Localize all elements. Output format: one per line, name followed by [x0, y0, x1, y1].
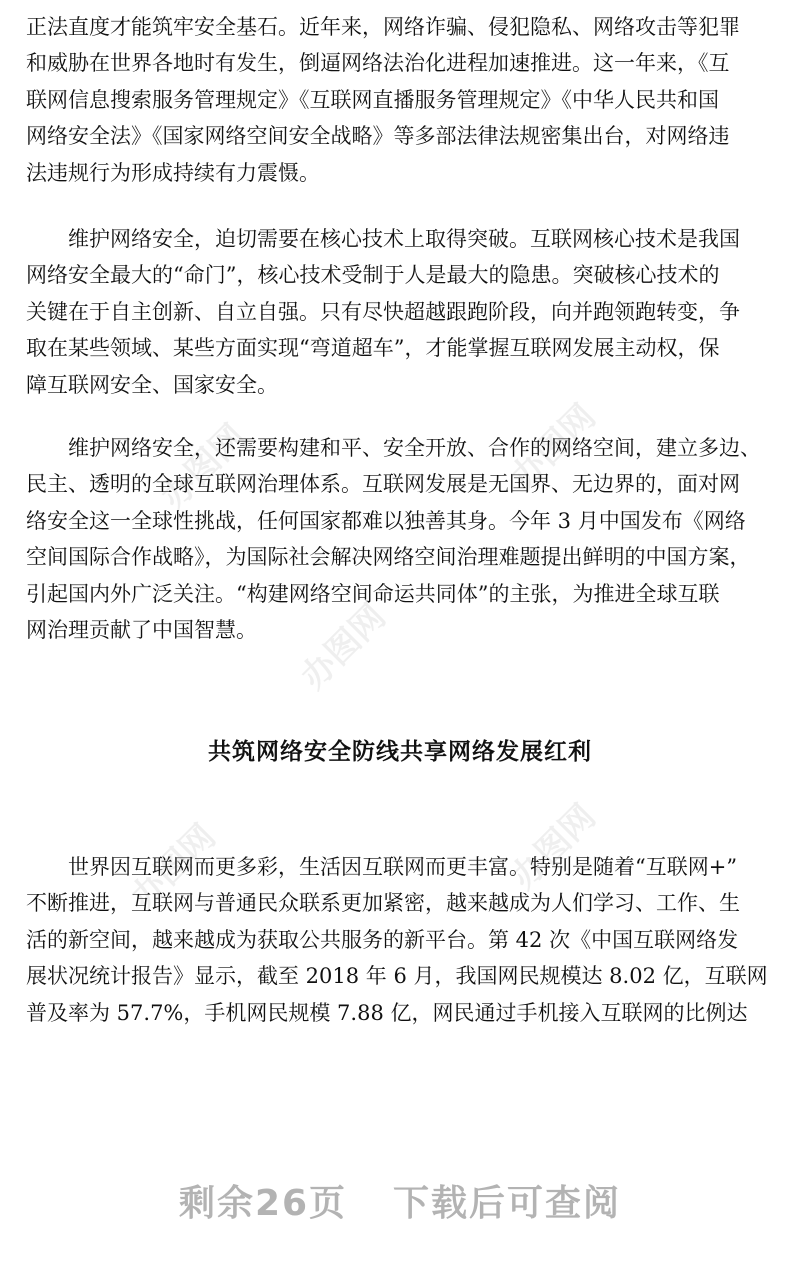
text-line: 空间国际合作战略》，为国际社会解决网络空间治理难题提出鲜明的中国方案，: [26, 545, 751, 570]
text-line: 障互联网安全、国家安全。: [26, 372, 278, 397]
text-line: 法违规行为形成持续有力震慑。: [26, 160, 320, 185]
text-line: 联网信息搜索服务管理规定》《互联网直播服务管理规定》《中华人民共和国: [26, 87, 719, 112]
section-heading: 共筑网络安全防线共享网络发展红利: [208, 739, 592, 765]
text-line: 维护网络安全，迫切需要在核心技术上取得突破。互联网核心技术是我国: [68, 227, 740, 251]
text-line: 普及率为 57.7%，手机网民规模 7.88 亿，网民通过手机接入互联网的比例达: [26, 1000, 748, 1025]
text-line: 引起国内外广泛关注。“构建网络空间命运共同体”的主张，为推进全球互联: [26, 581, 720, 606]
paragraph-3: [26, 430, 770, 648]
text-line: 和威胁在世界各地时有发生，倒逼网络法治化进程加速推进。这一年来，《互: [26, 51, 730, 76]
paragraph-2: [26, 221, 770, 403]
text-line: 络安全这一全球性挑战，任何国家都难以独善其身。今年 3 月中国发布《网络: [26, 508, 746, 533]
text-line: 世界因互联网而更多彩，生活因互联网而更丰富。特别是随着“互联网+”: [68, 855, 738, 879]
watermark: 办图网: [503, 796, 604, 898]
watermark: 办图网: [153, 416, 254, 518]
text-line: 活的新空间，越来越成为获取公共服务的新平台。第 42 次《中国互联网络发: [26, 927, 739, 952]
text-line: 关键在于自主创新、自立自强。只有尽快超越跟跑阶段，向并跑领跑转变，争: [26, 299, 740, 324]
text-line: 网络安全法》《国家网络空间安全战略》等多部法律法规密集出台，对网络违: [26, 124, 730, 149]
watermark: 办图网: [293, 596, 394, 698]
text-line: 维护网络安全，还需要构建和平、安全开放、合作的网络空间，建立多边、: [68, 436, 761, 460]
text-line: 正法直度才能筑牢安全基石。近年来，网络诈骗、侵犯隐私、网络攻击等犯罪: [26, 15, 740, 39]
watermark: 办图网: [123, 816, 224, 918]
text-line: 民主、透明的全球互联网治理体系。互联网发展是无国界、无边界的，面对网: [26, 472, 740, 497]
text-line: 网络安全最大的“命门”，核心技术受制于人是最大的隐患。突破核心技术的: [26, 263, 720, 288]
download-prompt[interactable]: [0, 1175, 800, 1226]
paragraph-4: [26, 849, 770, 1031]
download-to-view-label[interactable]: 下载后可查阅: [393, 1183, 622, 1224]
text-line: 网治理贡献了中国智慧。: [26, 618, 257, 643]
remaining-pages-label: 剩余26页: [178, 1183, 348, 1224]
text-line: 不断推进，互联网与普通民众联系更加紧密，越来越成为人们学习、工作、生: [26, 891, 740, 916]
text-line: 展状况统计报告》显示，截至 2018 年 6 月，我国网民规模达 8.02 亿，互联网: [26, 964, 768, 989]
watermark: 办图网: [503, 396, 604, 498]
text-line: 取在某些领域、某些方面实现“弯道超车”，才能掌握互联网发展主动权，保: [26, 336, 720, 361]
paragraph-1: [26, 9, 770, 191]
